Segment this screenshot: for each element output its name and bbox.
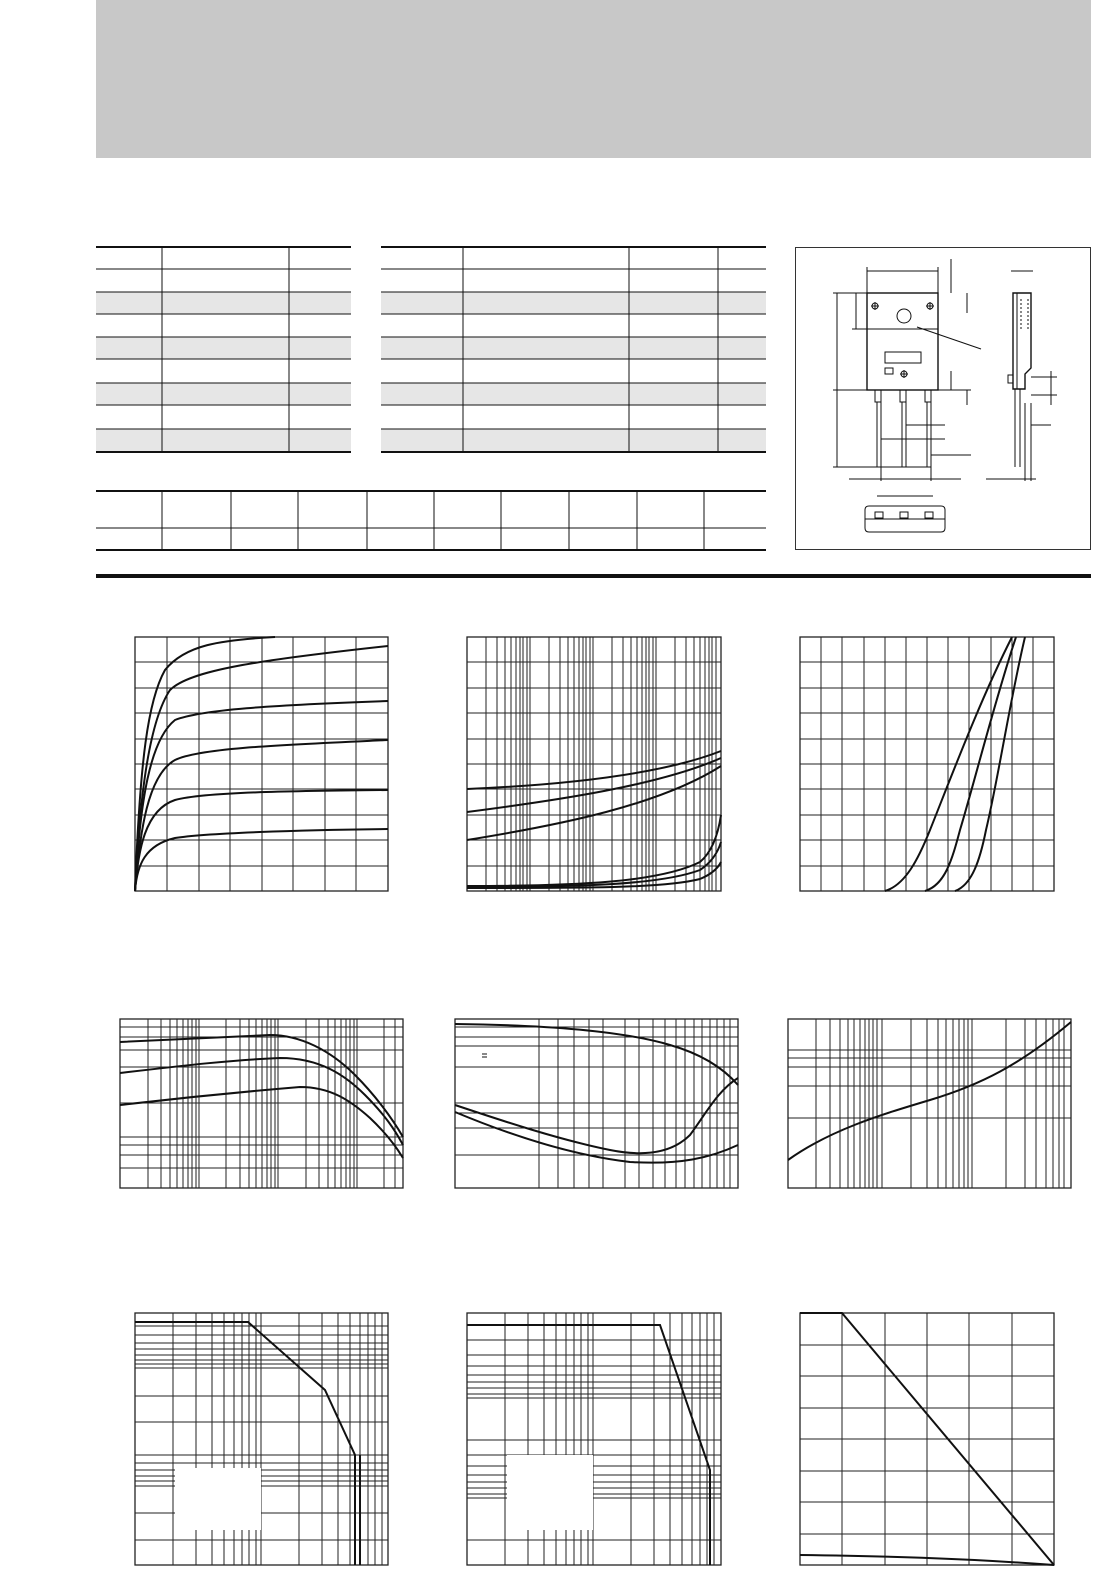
graph-4	[120, 1019, 403, 1188]
graph-2	[467, 637, 721, 891]
graph-8-legend-box	[507, 1455, 593, 1530]
graph-1	[135, 637, 388, 891]
graph-5	[455, 1019, 738, 1188]
graph-3	[800, 637, 1054, 891]
graph-9	[800, 1313, 1054, 1565]
graph-8	[467, 1313, 721, 1565]
graph-7	[135, 1313, 388, 1565]
graph-6	[788, 1019, 1071, 1188]
graph-7-legend-box	[175, 1468, 261, 1530]
graph-5-curves	[455, 1024, 738, 1163]
